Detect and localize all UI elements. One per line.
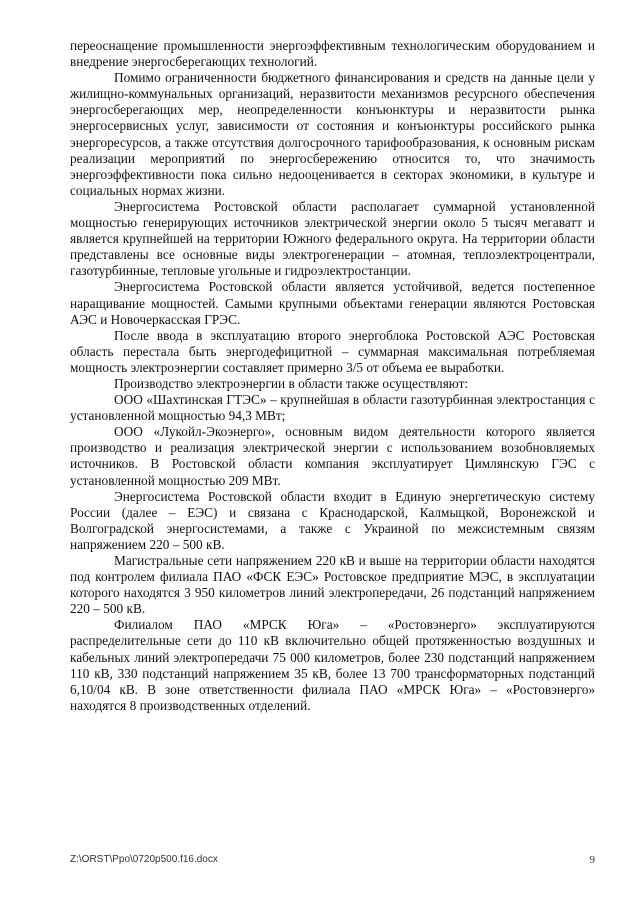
- document-body: [70, 38, 595, 714]
- paragraph-producers-intro: Производство электроэнергии в области также осуществляют:: [114, 375, 469, 391]
- paragraph-trunk-networks: Магистральные сети напряжением 220 кВ и выше на территории области находятся под контролем филиала ПАО «ФСК ЕЭС» Ростовское предприятие МЭС, в эксплуатации которого находятся 3 950 километров линий электропередачи, 26 подстанций напряжением 220 – 500 кВ.: [70, 553, 595, 617]
- paragraph-distribution-networks: Филиалом ПАО «МРСК Юга» – «Ростовэнерго» эксплуатируются распределительные сети до 110 кВ включительно общей протяженностью воздушных и кабельных линий электропередачи 75 000 километров, более 230 подстанций напряжением 110 кВ, 330 подстанций напряжением 35 кВ, более 13 700 трансформаторных подстанций 6,10/04 кВ. В зоне ответственности филиала ПАО «МРСК Юга» – «Ростовэнерго» находятся 8 производственных отделений.: [70, 617, 595, 713]
- paragraph-rostov-npp: После ввода в эксплуатацию второго энергоблока Ростовской АЭС Ростовская область перестала быть энергодефицитной – суммарная максимальная потребляемая мощность электроэнергии составляет примерно 3/5 от объема ее выработки.: [70, 327, 595, 375]
- paragraph-power-system-stability: Энергосистема Ростовской области является устойчивой, ведется постепенное наращивание мощностей. Самыми крупными объектами генерации являются Ростовская АЭС и Новочеркасская ГРЭС.: [70, 279, 595, 327]
- paragraph-lukoil-ecoenergo: ООО «Лукойл-Экоэнерго», основным видом деятельности которого является производство и реализация электрической энергии с использованием возобновляемых источников. В Ростовской области компания эксплуатирует Цимлянскую ГЭС с установленной мощностью 209 МВт.: [70, 424, 595, 488]
- footer-file-path: Z:\ORST\Ppo\0720p500.f16.docx: [70, 854, 218, 865]
- paragraph-continuation: переоснащение промышленности энергоэффективным технологическим оборудованием и внедрение энергосберегающих технологий.: [70, 38, 595, 70]
- paragraph-ues-connections: Энергосистема Ростовской области входит в Единую энергетическую систему России (далее – ЕЭС) и связана с Краснодарской, Калмыцкой, Воронежской и Волгоградской энергосистемами, а также с Украиной по межсистемным связям напряжением 220 – 500 кВ.: [70, 488, 595, 552]
- page-number: 9: [589, 854, 595, 866]
- paragraph-risks: Помимо ограниченности бюджетного финансирования и средств на данные цели у жилищно-коммунальных организаций, неразвитости механизмов ресурсного обеспечения энергосберегающих мер, неопределенности конъюнктуры и неразвитости рынка энергосервисных услуг, зависимости от состояния и конъюнктуры российского рынка энергоресурсов, а также отсутствия долгосрочного тарифообразования, к основным рискам реализации мероприятий по энергосбережению относится то, что значимость энергоэффективности пока сильно недооценивается в секторах экономики, в культуре и социальных нормах жизни.: [70, 70, 595, 198]
- paragraph-power-system-capacity: Энергосистема Ростовской области располагает суммарной установленной мощностью генерирующих источников электрической энергии около 5 тысяч мегаватт и является крупнейшей на территории Южного федерального округа. На территории области представлены все основные виды электрогенерации – атомная, теплоэлектроцентрали, газотурбинные, тепловые угольные и гидроэлектростанции.: [70, 198, 595, 279]
- paragraph-shakhty-gtes: ООО «Шахтинская ГТЭС» – крупнейшая в области газотурбинная электростанция с установленной мощностью 94,3 МВт;: [70, 392, 595, 424]
